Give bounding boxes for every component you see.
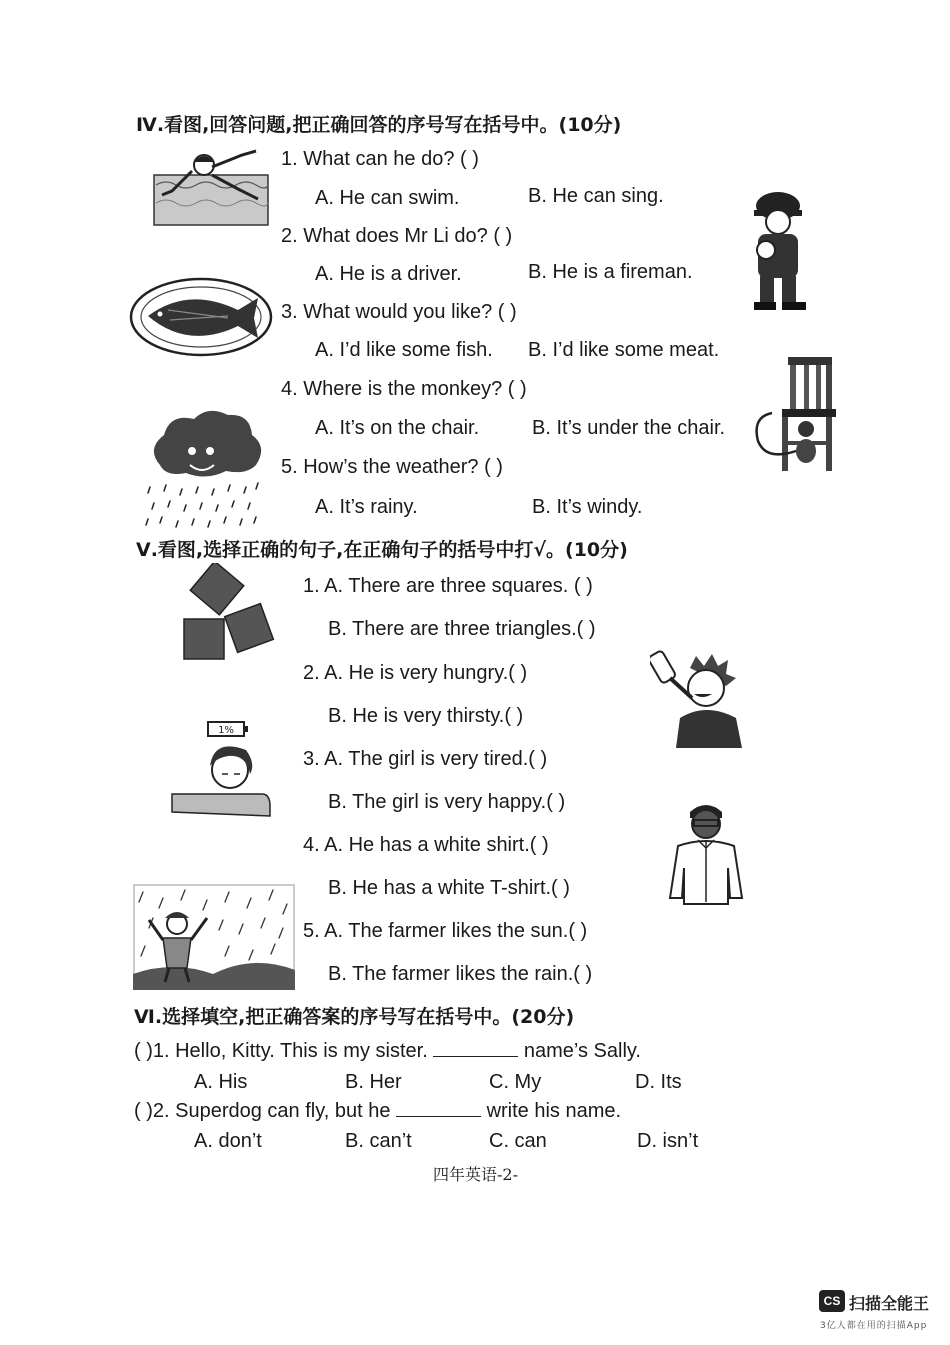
s4-q4-a: A. It’s on the chair. [315,417,480,439]
s5-line-2: B. There are three triangles.( ) [328,618,596,640]
s6-q2 [134,1100,621,1123]
watermark-name: 扫描全能王 [849,1294,930,1313]
s4-q5-a: A. It’s rainy. [315,496,418,518]
squares-picture [178,563,278,663]
s4-q2-b: B. He is a fireman. [528,261,693,283]
s6-q1-text-end: name’s Sally. [523,1040,641,1062]
s4-q2: 2. What does Mr Li do? ( ) [281,225,513,247]
s6-q2-opt-c: C. can [489,1130,547,1152]
s6-q2-opt-b: B. can’t [345,1130,412,1152]
section-5-title: Ⅴ.看图,选择正确的句子,在正确句子的括号中打√。(10分) [136,539,628,561]
s5-line-9: 5. A. The farmer likes the sun.( ) [303,920,588,942]
s4-q1-a: A. He can swim. [315,187,460,209]
s6-q1-opt-d: D. Its [635,1071,682,1093]
s5-line-5: 3. A. The girl is very tired.( ) [303,748,548,770]
s6-q1-opt-c: C. My [489,1071,542,1093]
s5-line-4: B. He is very thirsty.( ) [328,705,524,727]
s5-line-6: B. The girl is very happy.( ) [328,791,566,813]
s5-line-8: B. He has a white T-shirt.( ) [328,877,570,899]
s6-q1-opt-a: A. His [194,1071,248,1093]
s5-line-7: 4. A. He has a white shirt.( ) [303,834,549,856]
page-footer: 四年英语-2- [433,1165,518,1184]
s6-q2-opt-d: D. isn’t [637,1130,699,1152]
s6-q1-text: ( )1. Hello, Kitty. This is my sister. [134,1040,428,1062]
s4-q3-a: A. I’d like some fish. [315,339,493,361]
s4-q3: 3. What would you like? ( ) [281,301,517,323]
s4-q1-b: B. He can sing. [528,185,664,207]
s4-q5-b: B. It’s windy. [532,496,643,518]
s6-q1 [134,1040,641,1063]
s5-line-10: B. The farmer likes the rain.( ) [328,963,593,985]
watermark-logo: CS [819,1290,845,1312]
section-4-title: Ⅳ.看图,回答问题,把正确回答的序号写在括号中。(10分) [136,114,622,136]
s4-q1: 1. What can he do? ( ) [281,148,479,170]
s4-q3-b: B. I’d like some meat. [528,339,720,361]
rain-cloud-picture [140,405,268,533]
man-shirt-picture [664,798,748,906]
s6-q1-opt-b: B. Her [345,1071,402,1093]
fish-picture [128,276,274,358]
section-6-title: Ⅵ.选择填空,把正确答案的序号写在括号中。(20分) [134,1006,575,1028]
s5-line-1: 1. A. There are three squares. ( ) [303,575,593,597]
s6-q2-text-end: write his name. [486,1100,622,1122]
s4-q2-a: A. He is a driver. [315,263,462,285]
farmer-rain-picture [133,884,295,990]
thirsty-boy-picture [650,648,746,752]
s6-q2-text: ( )2. Superdog can fly, but he [134,1100,391,1122]
watermark-tagline: 3亿人都在用的扫描App [820,1321,928,1331]
s6-q2-blank [396,1102,481,1117]
monkey-chair-picture [752,355,838,473]
fireman-picture [740,188,812,313]
s4-q4-b: B. It’s under the chair. [532,417,726,439]
s4-q5: 5. How’s the weather? ( ) [281,456,503,478]
s6-q2-opt-a: A. don’t [194,1130,262,1152]
s4-q4: 4. Where is the monkey? ( ) [281,378,527,400]
s5-line-3: 2. A. He is very hungry.( ) [303,662,528,684]
swimmer-picture [152,145,270,227]
battery-label: 1% [218,725,234,736]
tired-girl-picture [170,718,274,828]
s6-q1-blank [433,1042,518,1057]
